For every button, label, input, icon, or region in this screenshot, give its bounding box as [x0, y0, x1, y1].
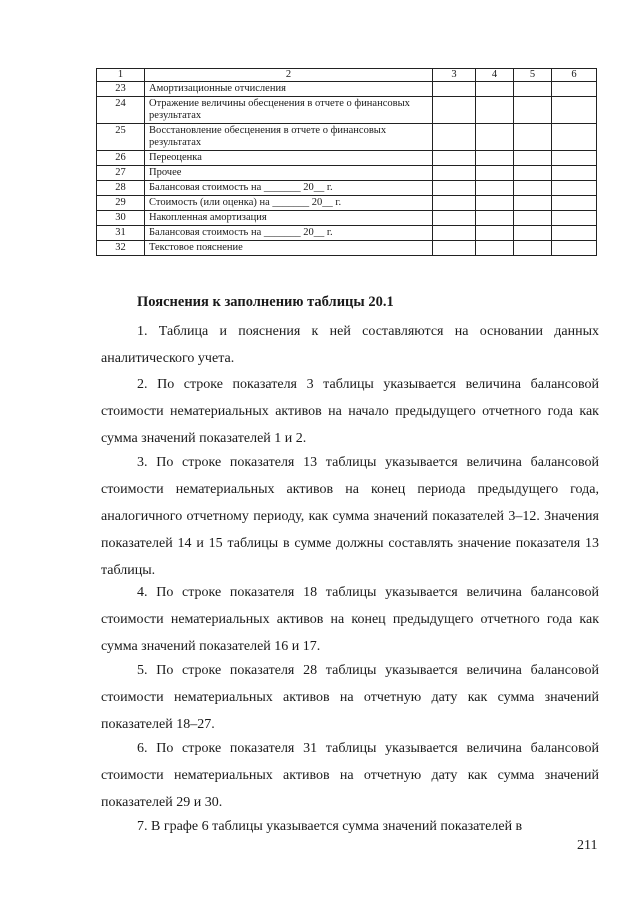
- row-label: Стоимость (или оценка) на _______ 20__ г.: [145, 196, 433, 211]
- value-cell: [552, 124, 597, 151]
- table-row: [97, 166, 597, 181]
- value-cell: [552, 181, 597, 196]
- paragraph-4: 4. По строке показателя 18 таблицы указывается величина балансовой стоимости нематериальных активов на конец предыдущего отчетного года как сумма значений показателей 16 и 17.: [101, 585, 599, 654]
- value-cell: [476, 226, 514, 241]
- table-header-row: [97, 69, 597, 82]
- row-number: 25: [97, 124, 145, 151]
- table-row: [97, 97, 597, 124]
- paragraph-6: 6. По строке показателя 31 таблицы указывается величина балансовой стоимости нематериальных активов на отчетную дату как сумма значений показателей 29 и 30.: [101, 741, 599, 810]
- row-number: 32: [97, 241, 145, 256]
- section-heading: Пояснения к заполнению таблицы 20.1: [137, 294, 394, 310]
- value-cell: [476, 97, 514, 124]
- value-cell: [433, 82, 476, 97]
- value-cell: [514, 241, 552, 256]
- value-cell: [433, 97, 476, 124]
- value-cell: [476, 181, 514, 196]
- row-number: 23: [97, 82, 145, 97]
- value-cell: [433, 166, 476, 181]
- table-row: [97, 241, 597, 256]
- value-cell: [552, 97, 597, 124]
- value-cell: [552, 211, 597, 226]
- value-cell: [476, 124, 514, 151]
- value-cell: [552, 151, 597, 166]
- value-cell: [476, 82, 514, 97]
- row-label: Амортизационные отчисления: [145, 82, 433, 97]
- value-cell: [552, 196, 597, 211]
- value-cell: [514, 82, 552, 97]
- row-label: Отражение величины обесценения в отчете о финансовых результатах: [145, 97, 433, 124]
- paragraph-3: 3. По строке показателя 13 таблицы указывается величина балансовой стоимости нематериальных активов на конец периода предыдущего года, аналогичного отчетному периоду, как сумма значений показателей 3–12. Значения показателей 14 и 15 таблицы в сумме должны составлять значение показателя 13 таблицы.: [101, 455, 599, 578]
- value-cell: [552, 82, 597, 97]
- paragraph-5: 5. По строке показателя 28 таблицы указывается величина балансовой стоимости нематериальных активов на отчетную дату как сумма значений показателей 18–27.: [101, 663, 599, 732]
- value-cell: [514, 97, 552, 124]
- row-number: 31: [97, 226, 145, 241]
- row-label: Прочее: [145, 166, 433, 181]
- value-cell: [433, 211, 476, 226]
- row-label: Накопленная амортизация: [145, 211, 433, 226]
- row-number: 30: [97, 211, 145, 226]
- value-cell: [476, 196, 514, 211]
- paragraph-7: 7. В графе 6 таблицы указывается сумма значений показателей в: [137, 819, 523, 834]
- paragraph-1: 1. Таблица и пояснения к ней составляются на основании данных аналитического учета.: [101, 324, 599, 366]
- value-cell: [476, 241, 514, 256]
- value-cell: [552, 241, 597, 256]
- row-number: 29: [97, 196, 145, 211]
- intangible-assets-table: [96, 68, 597, 256]
- table-row: [97, 226, 597, 241]
- column-header: 6: [552, 69, 597, 82]
- value-cell: [514, 151, 552, 166]
- table-row: [97, 82, 597, 97]
- row-label: Переоценка: [145, 151, 433, 166]
- row-label: Текстовое пояснение: [145, 241, 433, 256]
- value-cell: [476, 151, 514, 166]
- row-label: Балансовая стоимость на _______ 20__ г.: [145, 181, 433, 196]
- value-cell: [433, 226, 476, 241]
- row-number: 27: [97, 166, 145, 181]
- row-number: 24: [97, 97, 145, 124]
- table-row: [97, 196, 597, 211]
- column-header: 1: [97, 69, 145, 82]
- value-cell: [433, 241, 476, 256]
- value-cell: [514, 181, 552, 196]
- value-cell: [433, 124, 476, 151]
- table-row: [97, 151, 597, 166]
- row-number: 26: [97, 151, 145, 166]
- table-row: [97, 211, 597, 226]
- paragraph-2: 2. По строке показателя 3 таблицы указывается величина балансовой стоимости нематериальных активов на начало предыдущего отчетного года как сумма значений показателей 1 и 2.: [101, 377, 599, 446]
- value-cell: [514, 226, 552, 241]
- column-header: 5: [514, 69, 552, 82]
- value-cell: [514, 211, 552, 226]
- row-number: 28: [97, 181, 145, 196]
- value-cell: [514, 196, 552, 211]
- column-header: 4: [476, 69, 514, 82]
- value-cell: [514, 124, 552, 151]
- row-label: Балансовая стоимость на _______ 20__ г.: [145, 226, 433, 241]
- value-cell: [514, 166, 552, 181]
- value-cell: [433, 181, 476, 196]
- row-label: Восстановление обесценения в отчете о финансовых результатах: [145, 124, 433, 151]
- table-row: [97, 181, 597, 196]
- column-header: 2: [145, 69, 433, 82]
- page-number: 211: [577, 838, 598, 853]
- value-cell: [433, 196, 476, 211]
- value-cell: [476, 166, 514, 181]
- column-header: 3: [433, 69, 476, 82]
- value-cell: [476, 211, 514, 226]
- value-cell: [433, 151, 476, 166]
- table-row: [97, 124, 597, 151]
- value-cell: [552, 166, 597, 181]
- value-cell: [552, 226, 597, 241]
